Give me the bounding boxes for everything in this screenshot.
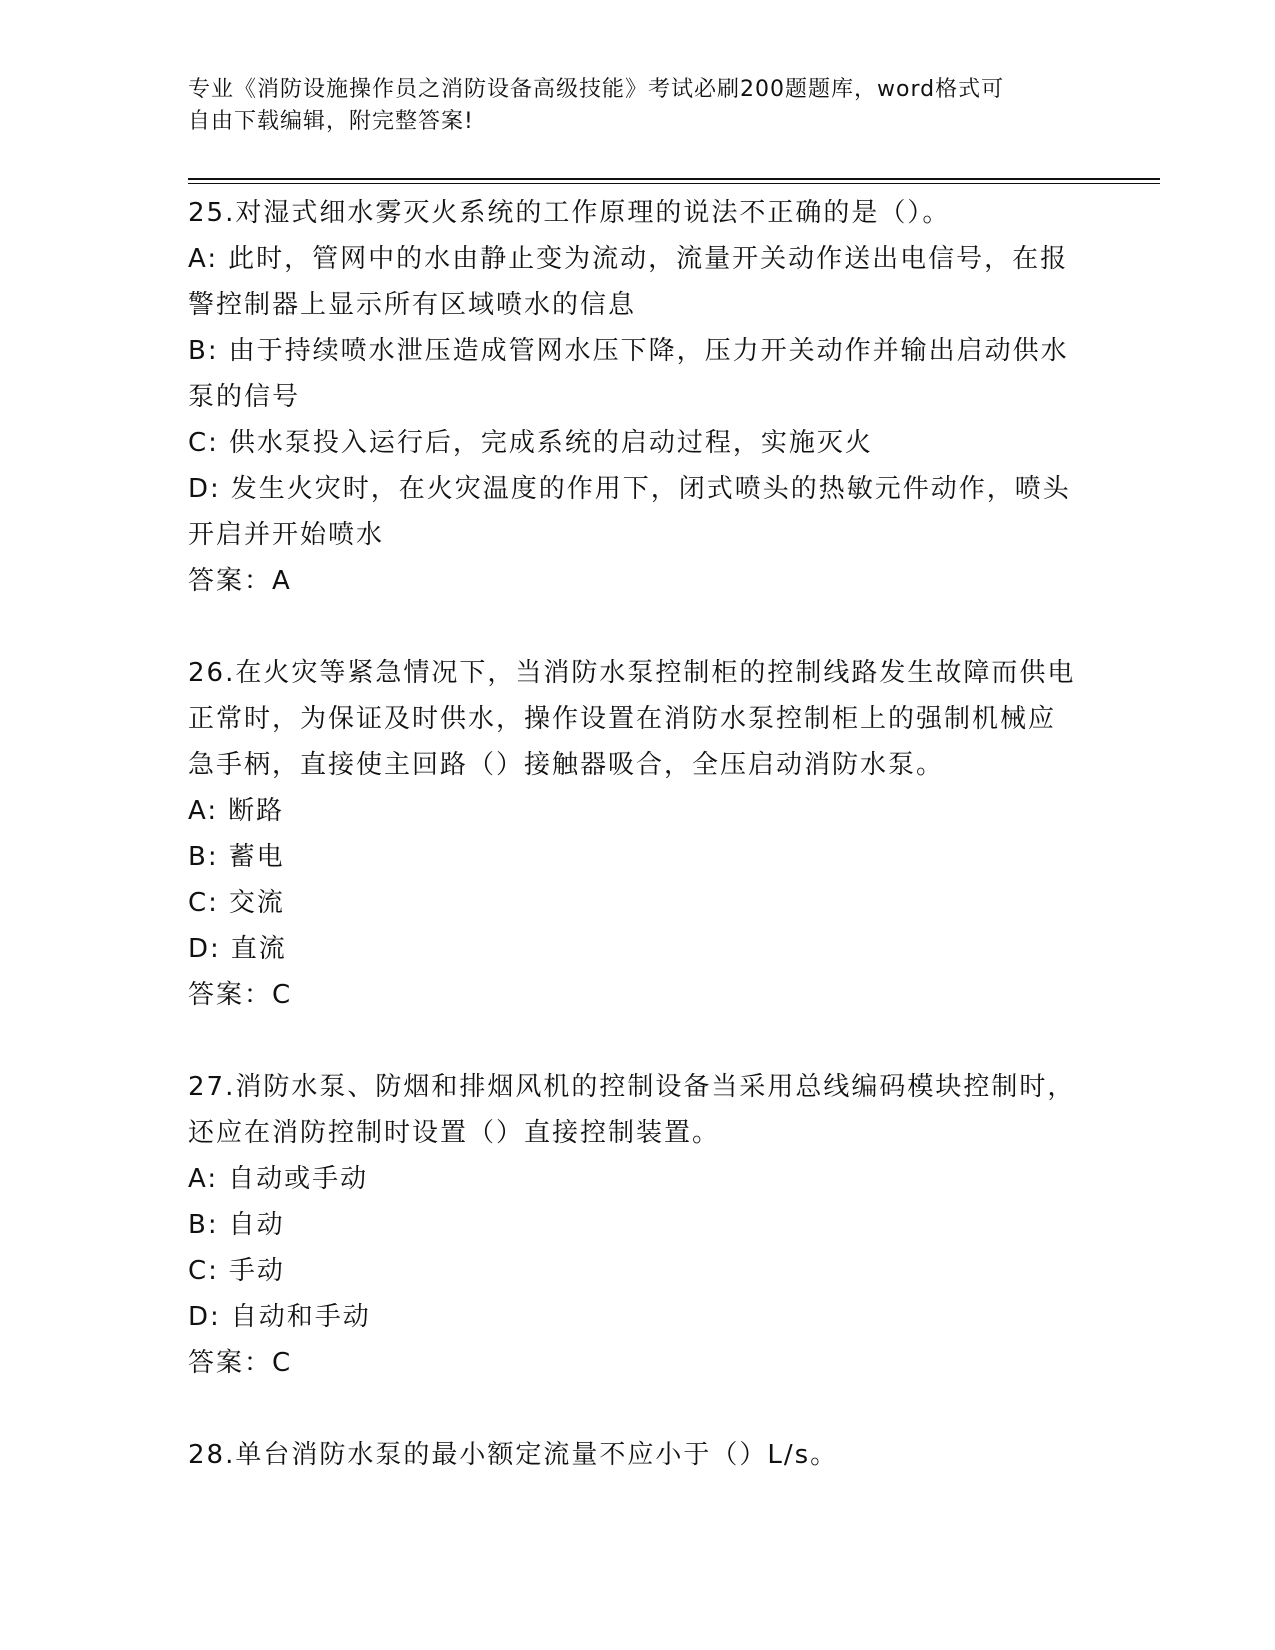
option-label: B: — [188, 336, 219, 366]
header-line-1: 专业《消防设施操作员之消防设备高级技能》考试必刷200题题库，word格式可 — [188, 77, 1005, 102]
option-label: D: — [188, 1302, 221, 1332]
option-text: 此时，管网中的水由静止变为流动，流量开关动作送出电信号，在报警控制器上显示所有区域喷水的信息 — [188, 244, 1069, 320]
option-text: 蓄电 — [228, 842, 285, 872]
answer: 答案：C — [188, 1348, 293, 1378]
option-text: 自动和手动 — [230, 1302, 371, 1332]
option-label: D: — [188, 934, 221, 964]
option-label: A: — [188, 1164, 219, 1194]
option-d — [188, 926, 1078, 972]
document-header — [188, 74, 1088, 138]
question-28 — [188, 1432, 1078, 1478]
question-25 — [188, 190, 1078, 604]
option-a — [188, 788, 1078, 834]
question-list — [188, 190, 1078, 1524]
option-d — [188, 466, 1078, 558]
option-label: B: — [188, 1210, 219, 1240]
option-label: D: — [188, 474, 221, 504]
option-label: C: — [188, 428, 219, 458]
option-label: A: — [188, 244, 219, 274]
option-b — [188, 834, 1078, 880]
question-stem — [188, 650, 1078, 788]
option-label: A: — [188, 796, 219, 826]
question-number: 27. — [188, 1072, 236, 1102]
header-line-2: 自由下载编辑，附完整答案! — [188, 109, 474, 134]
option-a — [188, 236, 1078, 328]
option-c — [188, 420, 1078, 466]
answer: 答案：A — [188, 566, 292, 596]
option-text: 直流 — [230, 934, 287, 964]
question-stem — [188, 190, 1078, 236]
option-b — [188, 328, 1078, 420]
header-divider-thin — [188, 183, 1160, 184]
option-label: C: — [188, 888, 219, 918]
question-text: 消防水泵、防烟和排烟风机的控制设备当采用总线编码模块控制时，还应在消防控制时设置（）直接控制装置。 — [188, 1072, 1076, 1148]
question-text: 在火灾等紧急情况下，当消防水泵控制柜的控制线路发生故障而供电正常时，为保证及时供水，操作设置在消防水泵控制柜上的强制机械应急手柄，直接使主回路（）接触器吸合，全压启动消防水泵。 — [188, 658, 1076, 780]
option-label: C: — [188, 1256, 219, 1286]
option-text: 自动或手动 — [228, 1164, 369, 1194]
option-text: 自动 — [228, 1210, 285, 1240]
option-text: 交流 — [228, 888, 285, 918]
answer: 答案：C — [188, 980, 293, 1010]
question-text: 单台消防水泵的最小额定流量不应小于（）L/s。 — [235, 1440, 839, 1470]
option-text: 手动 — [228, 1256, 285, 1286]
question-number: 25. — [188, 198, 236, 228]
question-stem — [188, 1064, 1078, 1156]
option-c — [188, 880, 1078, 926]
option-text: 发生火灾时，在火灾温度的作用下，闭式喷头的热敏元件动作，喷头开启并开始喷水 — [188, 474, 1071, 550]
header-divider-thick — [188, 178, 1160, 180]
option-text: 由于持续喷水泄压造成管网水压下降，压力开关动作并输出启动供水泵的信号 — [188, 336, 1069, 412]
question-26 — [188, 650, 1078, 1018]
question-number: 28. — [188, 1440, 236, 1470]
option-d — [188, 1294, 1078, 1340]
question-text: 对湿式细水雾灭火系统的工作原理的说法不正确的是（）。 — [235, 198, 951, 228]
option-label: B: — [188, 842, 219, 872]
question-27 — [188, 1064, 1078, 1386]
question-stem — [188, 1432, 1078, 1478]
option-c — [188, 1248, 1078, 1294]
question-number: 26. — [188, 658, 236, 688]
option-text: 供水泵投入运行后，完成系统的启动过程，实施灭火 — [228, 428, 873, 458]
option-a — [188, 1156, 1078, 1202]
option-text: 断路 — [228, 796, 285, 826]
option-b — [188, 1202, 1078, 1248]
